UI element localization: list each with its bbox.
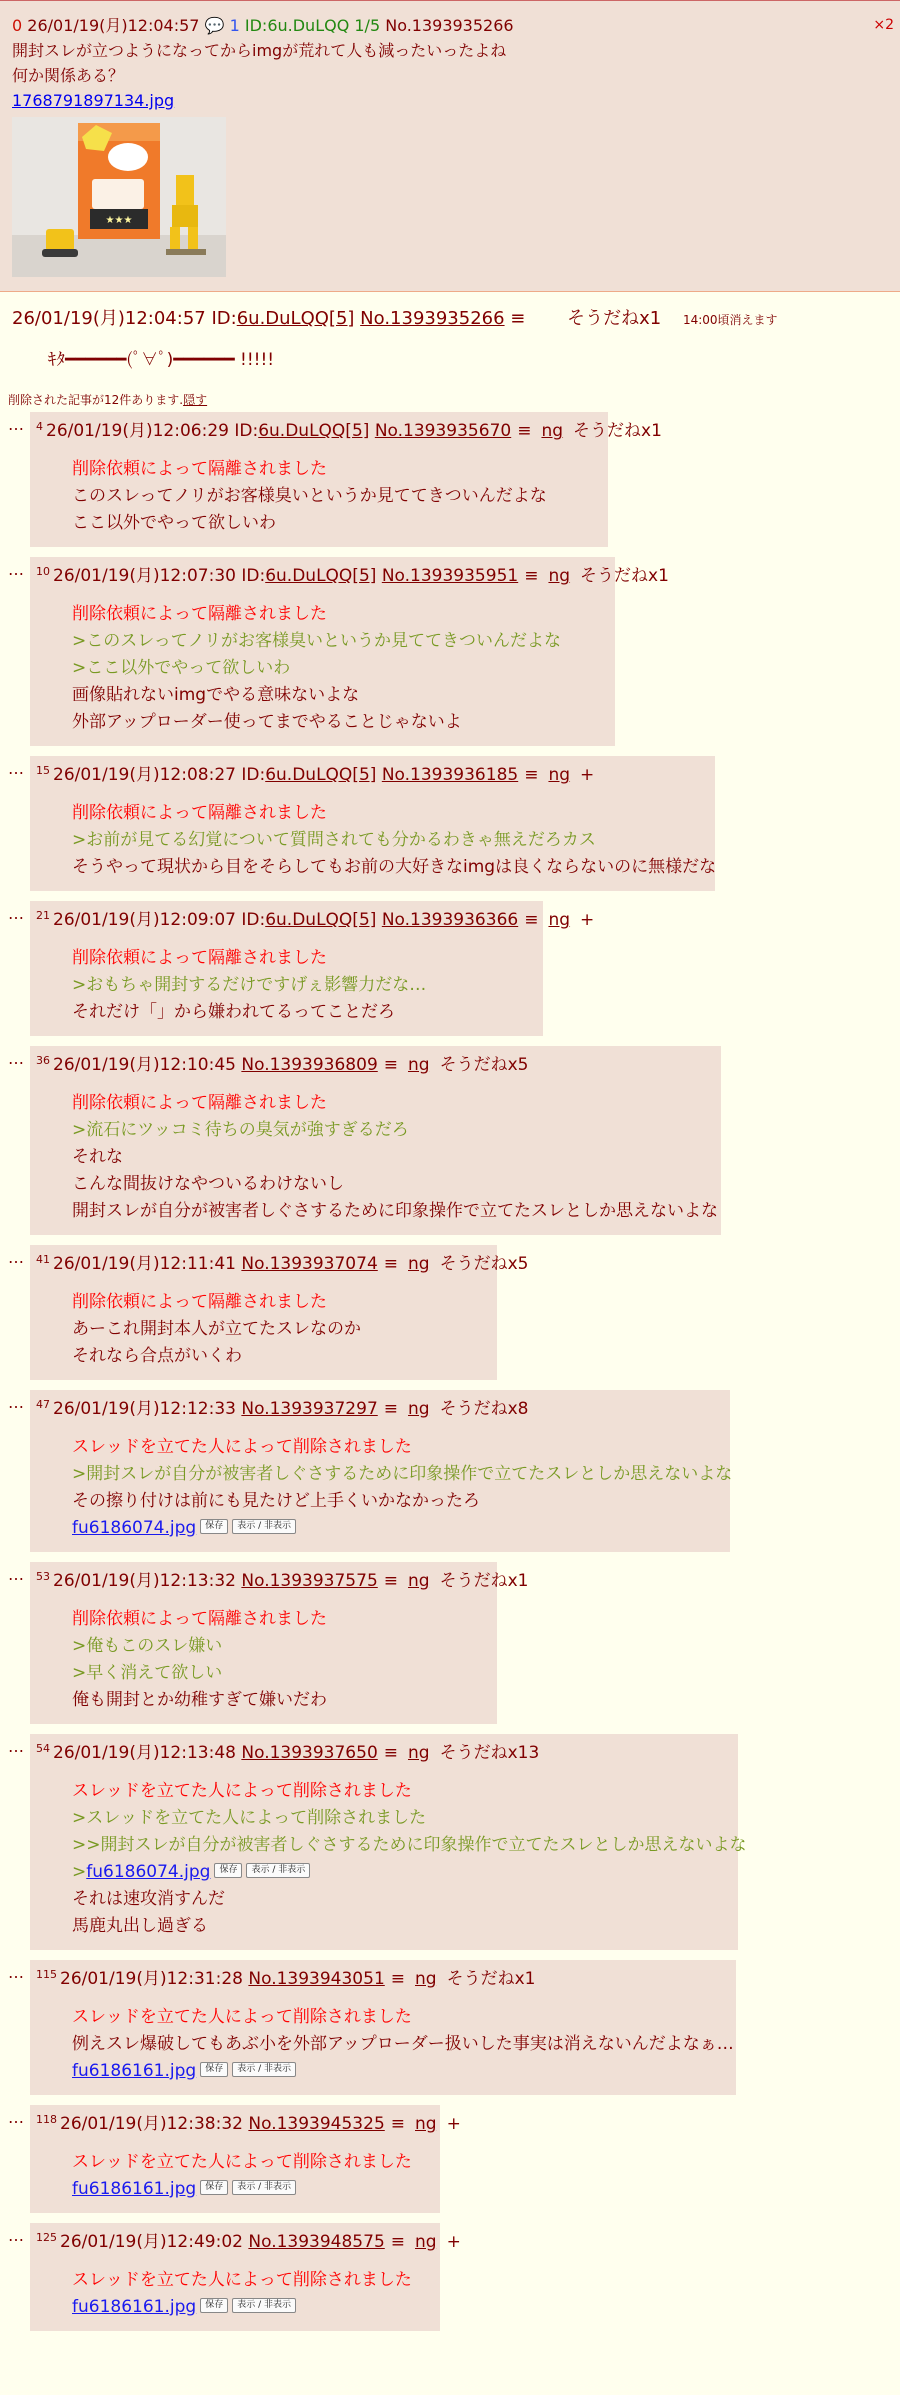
deleted-notice: スレッドを立てた人によって削除されました bbox=[72, 1437, 412, 1457]
quote-line: >スレッドを立てた人によって削除されました bbox=[72, 1808, 427, 1828]
sodane-button[interactable]: そうだねx8 bbox=[439, 1399, 529, 1419]
reply-post bbox=[30, 1734, 747, 1950]
reply-body bbox=[72, 1090, 718, 1225]
reply-line: その擦り付けは前にも見たけど上手くいかなかったろ bbox=[72, 1491, 480, 1511]
reply-post bbox=[30, 1046, 721, 1235]
reply-indent: … bbox=[8, 1393, 24, 1412]
deleted-notice: スレッドを立てた人によって削除されました bbox=[72, 2152, 412, 2172]
quote-line: >ここ以外でやって欲しいわ bbox=[72, 658, 291, 678]
reply-header bbox=[36, 903, 595, 933]
deleted-notice: 削除依頼によって隔離されました bbox=[72, 459, 327, 479]
sodane-button[interactable]: + bbox=[580, 910, 595, 930]
menu-icon[interactable]: ≡ bbox=[524, 566, 539, 586]
op-datetime: 26/01/19(月)12:04:57 bbox=[12, 308, 206, 329]
popup-body-line: 何か関係ある？ bbox=[12, 66, 125, 85]
reply-row bbox=[0, 1734, 900, 1950]
reply-header bbox=[36, 2107, 461, 2137]
reply-line: 外部アップローダー使ってまでやることじゃないよ bbox=[72, 712, 462, 732]
reply-line bbox=[72, 2294, 428, 2321]
reply-post-number[interactable]: No.1393935951 bbox=[381, 566, 519, 586]
reply-post bbox=[30, 1562, 529, 1724]
deleted-notice: 削除依頼によって隔離されました bbox=[72, 948, 327, 968]
reply-id[interactable]: 6u.DuLQQ[5] bbox=[265, 910, 377, 930]
reply-id[interactable]: 6u.DuLQQ[5] bbox=[265, 765, 377, 785]
reply-row bbox=[0, 1562, 900, 1724]
toggle-display-button[interactable]: 表示 / 非表示 bbox=[232, 2062, 296, 2077]
deleted-notice: 削除依頼によって隔離されました bbox=[72, 604, 327, 624]
reply-post bbox=[30, 2223, 461, 2331]
reply-header bbox=[36, 1962, 724, 1992]
reply-post-number[interactable]: No.1393943051 bbox=[248, 1969, 385, 1989]
popup-file-link[interactable]: 1768791897134.jpg bbox=[12, 91, 175, 110]
reply-index: 36 bbox=[36, 1054, 50, 1067]
reply-id[interactable]: 6u.DuLQQ[5] bbox=[265, 566, 377, 586]
reply-body bbox=[72, 1606, 485, 1714]
file-link[interactable]: fu6186074.jpg bbox=[86, 1862, 211, 1882]
reply-body bbox=[72, 1289, 485, 1370]
ng-button[interactable]: ng bbox=[408, 1571, 430, 1591]
reply-line bbox=[72, 2176, 428, 2203]
sodane-button[interactable]: そうだねx1 bbox=[573, 421, 662, 441]
reply-datetime: 26/01/19(月)12:08:27 bbox=[53, 765, 236, 785]
svg-text:★★★: ★★★ bbox=[105, 215, 133, 226]
reply-index: 21 bbox=[36, 909, 50, 922]
reply-indent: … bbox=[8, 904, 24, 923]
reply-id-prefix: ID: bbox=[241, 765, 266, 785]
reply-post-number[interactable]: No.1393936185 bbox=[381, 765, 519, 785]
menu-icon[interactable]: ≡ bbox=[390, 2114, 406, 2134]
reply-line: 開封スレが自分が被害者しぐさするために印象操作で立てたスレとしか思えないよな bbox=[72, 1201, 718, 1221]
reply-post bbox=[30, 2105, 461, 2213]
reply-datetime: 26/01/19(月)12:31:28 bbox=[60, 1969, 243, 1989]
reply-index: 54 bbox=[36, 1742, 50, 1755]
reply-datetime: 26/01/19(月)12:49:02 bbox=[60, 2232, 243, 2252]
save-button[interactable]: 保存 bbox=[200, 2298, 228, 2313]
reply-row bbox=[0, 2105, 900, 2213]
popup-reply-count[interactable]: 1 bbox=[229, 16, 240, 35]
ng-button[interactable]: ng bbox=[408, 1743, 430, 1763]
sodane-button[interactable]: そうだねx13 bbox=[439, 1743, 540, 1763]
quote-popup bbox=[0, 0, 900, 292]
deleted-posts-text: 削除された記事が12件あります. bbox=[8, 393, 184, 407]
menu-icon[interactable]: ≡ bbox=[390, 2232, 406, 2252]
hide-deleted-link[interactable]: 隠す bbox=[183, 393, 208, 407]
deleted-notice: 削除依頼によって隔離されました bbox=[72, 803, 327, 823]
deleted-notice: スレッドを立てた人によって削除されました bbox=[72, 1781, 412, 1801]
reply-index: 41 bbox=[36, 1253, 50, 1266]
reply-body bbox=[72, 2267, 428, 2321]
reply-index: 4 bbox=[36, 420, 43, 433]
ng-button[interactable]: ng bbox=[415, 1969, 437, 1989]
reply-datetime: 26/01/19(月)12:10:45 bbox=[53, 1055, 236, 1075]
sodane-button[interactable]: そうだねx1 bbox=[580, 566, 669, 586]
reply-indent: … bbox=[8, 759, 24, 778]
reply-header bbox=[36, 559, 669, 589]
reply-post-number[interactable]: No.1393937650 bbox=[241, 1743, 378, 1763]
ng-button[interactable]: ng bbox=[541, 421, 564, 441]
reply-id-prefix: ID: bbox=[234, 421, 259, 441]
reply-index: 53 bbox=[36, 1570, 50, 1583]
reply-post-number[interactable]: No.1393937074 bbox=[241, 1254, 378, 1274]
reply-header bbox=[36, 758, 703, 788]
toggle-display-button[interactable]: 表示 / 非表示 bbox=[232, 1519, 296, 1534]
reply-line: そうやって現状から目をそらしてもお前の大好きなimgは良くならないのに無様だな bbox=[72, 857, 717, 877]
reply-index: 125 bbox=[36, 2231, 57, 2244]
ng-button[interactable]: ng bbox=[548, 765, 571, 785]
popup-post-index: 0 bbox=[12, 16, 23, 35]
menu-icon[interactable]: ≡ bbox=[390, 1969, 406, 1989]
reply-header bbox=[36, 1247, 529, 1277]
reply-indent: … bbox=[8, 1565, 24, 1584]
deleted-notice: 削除依頼によって隔離されました bbox=[72, 1093, 327, 1113]
reply-indent: … bbox=[8, 2226, 24, 2245]
quote-line: >>開封スレが自分が被害者しぐさするために印象操作で立てたスレとしか思えないよな bbox=[72, 1835, 747, 1855]
expire-time: 14:00頃消えます bbox=[682, 313, 778, 327]
quote-line: >おもちゃ開封するだけですげぇ影響力だな… bbox=[72, 975, 427, 995]
menu-icon[interactable]: ≡ bbox=[517, 421, 532, 441]
reply-line: 例えスレ爆破してもあぶ小を外部アップローダー扱いした事実は消えないんだよなぁ… bbox=[72, 2034, 734, 2054]
menu-icon[interactable]: ≡ bbox=[383, 1254, 399, 1274]
reply-header bbox=[36, 1048, 709, 1078]
ng-button[interactable]: ng bbox=[408, 1055, 430, 1075]
reply-indent: … bbox=[8, 560, 24, 579]
reply-indent: … bbox=[8, 1049, 24, 1068]
sodane-button[interactable]: + bbox=[446, 2232, 461, 2252]
reply-line: それな bbox=[72, 1147, 123, 1167]
reply-indent: … bbox=[8, 1248, 24, 1267]
reply-header bbox=[36, 414, 662, 444]
quote-line: >俺もこのスレ嫌い bbox=[72, 1636, 223, 1656]
reply-indent: … bbox=[8, 1963, 24, 1982]
reply-post-number[interactable]: No.1393937575 bbox=[241, 1571, 378, 1591]
ng-button[interactable]: ng bbox=[408, 1254, 430, 1274]
reply-header bbox=[36, 1564, 529, 1594]
ng-button[interactable]: ng bbox=[548, 566, 571, 586]
op-id-prefix: ID: bbox=[211, 308, 237, 329]
file-link[interactable]: fu6186161.jpg bbox=[72, 2297, 197, 2317]
reply-id-prefix: ID: bbox=[241, 566, 266, 586]
reply-id[interactable]: 6u.DuLQQ[5] bbox=[258, 421, 370, 441]
ng-button[interactable]: ng bbox=[415, 2232, 437, 2252]
reply-line: あーこれ開封本人が立てたスレなのか bbox=[72, 1319, 361, 1339]
reply-body bbox=[72, 800, 717, 881]
quote-marker: > bbox=[72, 1862, 87, 1882]
reply-row bbox=[0, 1960, 900, 2095]
ng-button[interactable]: ng bbox=[415, 2114, 437, 2134]
reply-line: 画像貼れないimgでやる意味ないよな bbox=[72, 685, 360, 705]
toggle-display-button[interactable]: 表示 / 非表示 bbox=[232, 2180, 296, 2195]
reply-body bbox=[72, 2149, 428, 2203]
reply-index: 10 bbox=[36, 565, 50, 578]
deleted-notice: スレッドを立てた人によって削除されました bbox=[72, 2270, 412, 2290]
save-button[interactable]: 保存 bbox=[200, 2062, 228, 2077]
reply-header bbox=[36, 1392, 718, 1422]
reply-line: このスレってノリがお客様臭いというか見ててきついんだよな bbox=[72, 486, 547, 506]
file-link[interactable]: fu6186161.jpg bbox=[72, 2179, 197, 2199]
reply-datetime: 26/01/19(月)12:13:48 bbox=[53, 1743, 236, 1763]
menu-icon[interactable]: ≡ bbox=[510, 308, 526, 329]
reply-row bbox=[0, 412, 900, 547]
popup-id: ID:6u.DuLQQ 1/5 bbox=[244, 16, 381, 35]
quote-line: >お前が見てる幻覚について質問されても分かるわきゃ無えだろカス bbox=[72, 830, 596, 850]
reply-post bbox=[30, 1960, 736, 2095]
reply-indent: … bbox=[8, 1737, 24, 1756]
thread-op bbox=[0, 306, 900, 373]
reply-row bbox=[0, 1046, 900, 1235]
reply-indent: … bbox=[8, 415, 24, 434]
reply-row bbox=[0, 2223, 900, 2331]
reply-line: 馬鹿丸出し過ぎる bbox=[72, 1916, 208, 1936]
sodane-button[interactable]: そうだねx1 bbox=[567, 308, 662, 329]
popup-header bbox=[12, 13, 888, 38]
deleted-posts-note bbox=[8, 391, 892, 408]
reply-index: 118 bbox=[36, 2113, 57, 2126]
op-header bbox=[12, 306, 888, 333]
reply-body bbox=[72, 456, 596, 537]
file-link[interactable]: fu6186161.jpg bbox=[72, 2061, 197, 2081]
toggle-display-button[interactable]: 表示 / 非表示 bbox=[246, 1863, 310, 1878]
save-button[interactable]: 保存 bbox=[214, 1863, 242, 1878]
reply-indent: … bbox=[8, 2108, 24, 2127]
sodane-button[interactable]: + bbox=[580, 765, 595, 785]
menu-icon[interactable]: ≡ bbox=[524, 910, 539, 930]
popup-datetime: 26/01/19(月)12:04:57 bbox=[27, 16, 200, 35]
sodane-button[interactable]: そうだねx1 bbox=[446, 1969, 536, 1989]
file-link[interactable]: fu6186074.jpg bbox=[72, 1518, 197, 1538]
reply-datetime: 26/01/19(月)12:09:07 bbox=[53, 910, 236, 930]
sodane-button[interactable]: そうだねx1 bbox=[439, 1571, 529, 1591]
reply-post-number[interactable]: No.1393935670 bbox=[374, 421, 512, 441]
reply-post bbox=[30, 756, 715, 891]
reply-index: 15 bbox=[36, 764, 50, 777]
ng-button[interactable]: ng bbox=[548, 910, 571, 930]
reply-datetime: 26/01/19(月)12:38:32 bbox=[60, 2114, 243, 2134]
reply-body bbox=[72, 1434, 733, 1542]
reply-post bbox=[30, 557, 669, 746]
reply-line: それなら合点がいくわ bbox=[72, 1346, 242, 1366]
reply-post-number[interactable]: No.1393937297 bbox=[241, 1399, 378, 1419]
reply-post bbox=[30, 1390, 733, 1552]
reply-line: それだけ「」から嫌われてるってことだろ bbox=[72, 1002, 395, 1022]
reply-post bbox=[30, 412, 662, 547]
op-post-number[interactable]: No.1393935266 bbox=[360, 308, 505, 329]
reply-datetime: 26/01/19(月)12:06:29 bbox=[46, 421, 229, 441]
reply-row bbox=[0, 557, 900, 746]
reply-post-number[interactable]: No.1393948575 bbox=[248, 2232, 385, 2252]
toggle-display-button[interactable]: 表示 / 非表示 bbox=[232, 2298, 296, 2313]
quote-line: >このスレってノリがお客様臭いというか見ててきついんだよな bbox=[72, 631, 562, 651]
reply-post bbox=[30, 1245, 529, 1380]
reply-body bbox=[72, 601, 603, 736]
reply-line bbox=[72, 2058, 724, 2085]
reply-row bbox=[0, 1245, 900, 1380]
reply-line: それは速攻消すんだ bbox=[72, 1889, 225, 1909]
menu-icon[interactable]: ≡ bbox=[383, 1571, 399, 1591]
reply-line: 俺も開封とか幼稚すぎて嫌いだわ bbox=[72, 1690, 327, 1710]
reply-datetime: 26/01/19(月)12:11:41 bbox=[53, 1254, 236, 1274]
reply-post-number[interactable]: No.1393945325 bbox=[248, 2114, 385, 2134]
deleted-notice: 削除依頼によって隔離されました bbox=[72, 1609, 327, 1629]
op-body: ｷﾀ━━━━━━(ﾟ∀ﾟ)━━━━━━ !!!!! bbox=[48, 350, 275, 370]
reply-datetime: 26/01/19(月)12:07:30 bbox=[53, 566, 236, 586]
save-button[interactable]: 保存 bbox=[200, 1519, 228, 1534]
reply-line bbox=[72, 1859, 726, 1886]
menu-icon[interactable]: ≡ bbox=[383, 1055, 399, 1075]
popup-body-line: 開封スレが立つようになってからimgが荒れて人も減ったいったよね bbox=[12, 41, 507, 60]
reply-line: こんな間抜けなやついるわけないし bbox=[72, 1174, 344, 1194]
reply-row bbox=[0, 1390, 900, 1552]
reply-body bbox=[72, 2004, 734, 2085]
reply-header bbox=[36, 2225, 461, 2255]
popup-thumbnail-image[interactable] bbox=[12, 117, 226, 277]
sodane-button[interactable]: そうだねx5 bbox=[439, 1055, 529, 1075]
reply-post bbox=[30, 901, 595, 1036]
save-button[interactable]: 保存 bbox=[200, 2180, 228, 2195]
reply-post-number[interactable]: No.1393936366 bbox=[381, 910, 519, 930]
sodane-button[interactable]: そうだねx5 bbox=[439, 1254, 529, 1274]
quote-line: >開封スレが自分が被害者しぐさするために印象操作で立てたスレとしか思えないよな bbox=[72, 1464, 733, 1484]
reply-row bbox=[0, 901, 900, 1036]
reply-index: 47 bbox=[36, 1398, 50, 1411]
reply-list bbox=[0, 412, 900, 2331]
reply-datetime: 26/01/19(月)12:13:32 bbox=[53, 1571, 236, 1591]
reply-post-number[interactable]: No.1393936809 bbox=[241, 1055, 378, 1075]
sodane-button[interactable]: + bbox=[446, 2114, 461, 2134]
deleted-notice: 削除依頼によって隔離されました bbox=[72, 1292, 327, 1312]
reply-index: 115 bbox=[36, 1968, 57, 1981]
quote-line: >早く消えて欲しい bbox=[72, 1663, 223, 1683]
quote-line: >流石にツッコミ待ちの臭気が強すぎるだろ bbox=[72, 1120, 409, 1140]
reply-datetime: 26/01/19(月)12:12:33 bbox=[53, 1399, 236, 1419]
reply-id-prefix: ID: bbox=[241, 910, 266, 930]
menu-icon[interactable]: ≡ bbox=[383, 1399, 399, 1419]
reply-body bbox=[72, 1778, 747, 1940]
popup-post-number: No.1393935266 bbox=[385, 16, 514, 35]
menu-icon[interactable]: ≡ bbox=[524, 765, 539, 785]
reply-body bbox=[72, 945, 531, 1026]
reply-header bbox=[36, 1736, 726, 1766]
reply-count-icon: 💬 bbox=[204, 16, 225, 35]
op-id[interactable]: 6u.DuLQQ[5] bbox=[236, 308, 355, 329]
reply-row bbox=[0, 756, 900, 891]
close-popup-button[interactable]: ×2 bbox=[873, 17, 894, 33]
deleted-notice: スレッドを立てた人によって削除されました bbox=[72, 2007, 412, 2027]
reply-line: ここ以外でやって欲しいわ bbox=[72, 513, 276, 533]
reply-line bbox=[72, 1515, 718, 1542]
ng-button[interactable]: ng bbox=[408, 1399, 430, 1419]
menu-icon[interactable]: ≡ bbox=[383, 1743, 399, 1763]
